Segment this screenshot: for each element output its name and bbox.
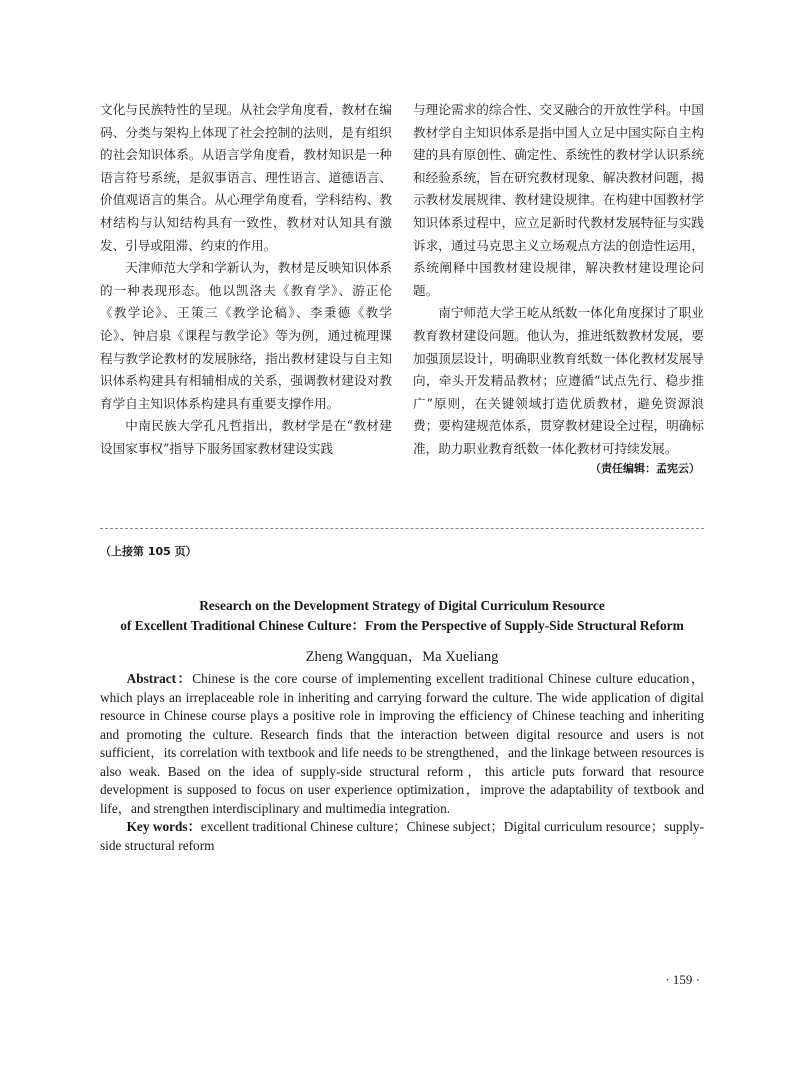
left-column bbox=[100, 99, 392, 461]
keywords-label: Key words： bbox=[126, 819, 201, 834]
continued-note: （上接第 105 页） bbox=[100, 545, 197, 558]
abstract-paragraph bbox=[100, 670, 704, 818]
paragraph: 与理论需求的综合性、交叉融合的开放性学科。中国教材学自主知识体系是指中国人立足中国实际自主构建的具有原创性、确定性、系统性的教材学认识系统和经验系统，旨在研究教材现象、解决教材问题，揭示教材发展规律、教材建设规律。在构建中国教材学知识体系过程中，应立足新时代教材发展特征与实践诉求，通过马克思主义立场观点方法的创造性运用，系统阐释中国教材建设规律，解决教材建设理论问题。 bbox=[413, 102, 704, 298]
title-line: of Excellent Traditional Chinese Culture：From the Perspective of Supply-Side Structural Reform bbox=[120, 618, 684, 633]
paragraph: 天津师范大学和学新认为，教材是反映知识体系的一种表现形态。他以凯洛夫《教育学》、游正伦《教学论》、王策三《教学论稿》、李秉德《教学论》、钟启泉《课程与教学论》等为例，通过梳理课程与教学论教材的发展脉络，指出教材建设与自主知识体系构建具有相辅相成的关系，强调教材建设对教育学自主知识体系构建具有重要支撑作用。 bbox=[100, 260, 392, 411]
abstract-label: Abstract： bbox=[126, 671, 193, 686]
abstract-text: Chinese is the core course of implementing excellent traditional Chinese culture education，which plays an irreplaceable role in inheriting and carrying forward the culture. The wide application of digital resource in Chinese course plays a positive role in improving the efficiency of Chinese teaching and inheriting and promoting the culture. Research finds that the interaction between digital resource and users is not sufficient，its correlation with textbook and life needs to be strengthened，and the linkage between resources is also weak. Based on the idea of supply-side structural reform，this article puts forward that resource development is supposed to focus on user experience optimization，improve the adaptability of textbook and life，and strengthen interdisciplinary and multimedia integration. bbox=[100, 671, 704, 816]
english-abstract bbox=[100, 670, 704, 855]
english-authors: Zheng Wangquan，Ma Xueliang bbox=[305, 649, 499, 665]
responsible-editor: （责任编辑：孟宪云） bbox=[590, 462, 700, 475]
title-line: Research on the Development Strategy of Digital Curriculum Resource bbox=[199, 598, 605, 613]
section-divider bbox=[100, 528, 704, 529]
page-number: · 159 · bbox=[665, 972, 700, 987]
paragraph: 文化与民族特性的呈现。从社会学角度看，教材在编码、分类与架构上体现了社会控制的法则，是有组织的社会知识体系。从语言学角度看，教材知识是一种语言符号系统，是叙事语言、理性语言、道德语言、价值观语言的集合。从心理学角度看，学科结构、教材结构与认知结构具有一致性，教材对认知具有激发、引导或阻滞、约束的作用。 bbox=[100, 102, 392, 253]
paragraph: 南宁师范大学王屹从纸数一体化角度探讨了职业教育教材建设问题。他认为，推进纸数教材发展，要加强顶层设计，明确职业教育纸数一体化教材发展导向，牵头开发精品教材；应遵循“试点先行、稳步推广”原则，在关键领域打造优质教材，避免资源浪费；要构建规范体系，贯穿教材建设全过程，明确标准，助力职业教育纸数一体化教材可持续发展。 bbox=[413, 305, 704, 456]
keywords-paragraph bbox=[100, 818, 704, 855]
paragraph: 中南民族大学孔凡哲指出，教材学是在“教材建设国家事权”指导下服务国家教材建设实践 bbox=[100, 418, 392, 456]
keywords-text: excellent traditional Chinese culture；Chinese subject；Digital curriculum resource；supply-side structural reform bbox=[100, 819, 704, 853]
right-column bbox=[413, 99, 704, 461]
english-title bbox=[100, 596, 704, 636]
